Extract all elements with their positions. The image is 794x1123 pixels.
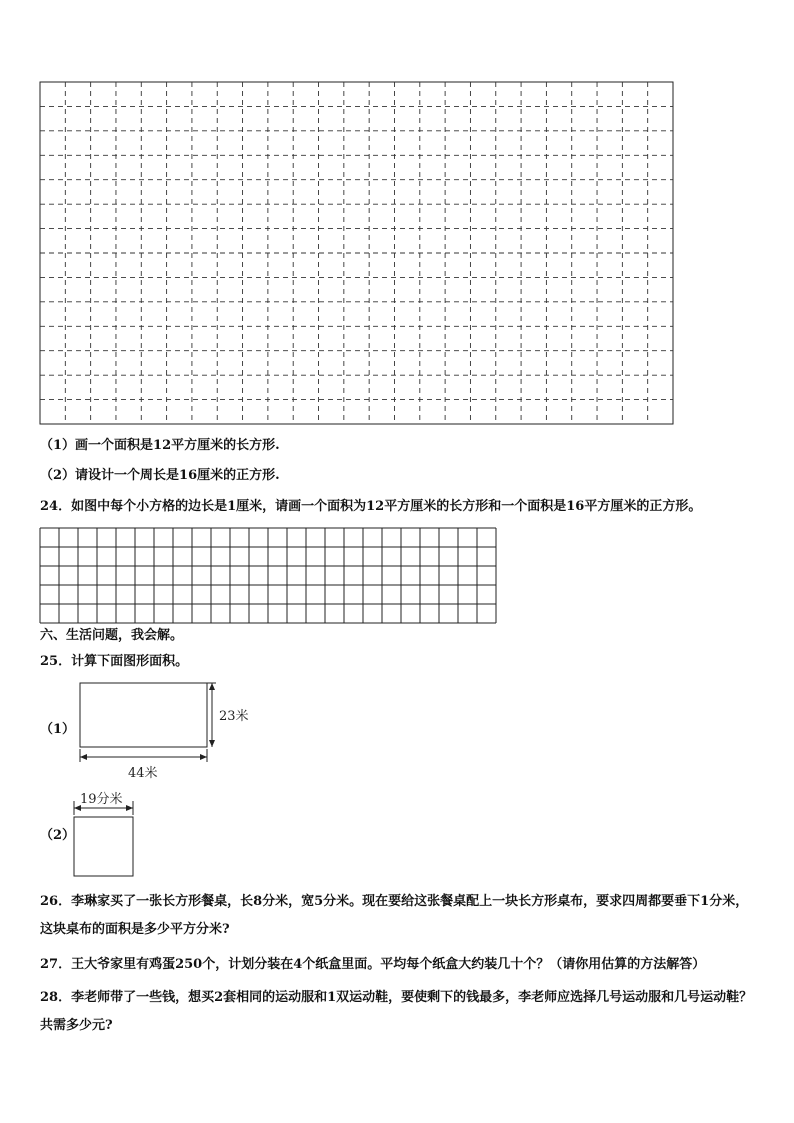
section-six-title: 六、生活问题，我会解。 [40,628,184,643]
q23-part1: （1）画一个面积是12平方厘米的长方形. [40,438,280,453]
rectangle-height-label: 23米 [219,709,249,724]
q24-text: 24．如图中每个小方格的边长是1厘米，请画一个面积为12平方厘米的长方形和一个面积是16平方厘米的正方形。 [40,499,702,514]
q26-text: 26．李琳家买了一张长方形餐桌，长8分米，宽5分米。现在要给这张餐桌配上一块长方形桌布，要求四周都要垂下1分米，这块桌布的面积是多少平方分米? [40,894,749,937]
square-shape [74,817,133,876]
q25-fig2-label: （2） [40,828,76,843]
rectangle-width-label: 44米 [128,766,158,781]
q25-title: 25．计算下面图形面积。 [40,654,189,669]
q28-text: 28．李老师带了一些钱，想买2套相同的运动服和1双运动鞋，要使剩下的钱最多，李老师应选择几号运动服和几号运动鞋？共需多少元? [40,990,753,1033]
q27-text: 27．王大爷家里有鸡蛋250个，计划分装在4个纸盒里面。平均每个纸盒大约装几十个？（请你用估算的方法解答） [40,957,706,972]
square-side-label: 19分米 [80,792,123,807]
q25-fig1-label: （1） [40,722,76,737]
q23-part2: （2）请设计一个周长是16厘米的正方形. [40,468,280,483]
